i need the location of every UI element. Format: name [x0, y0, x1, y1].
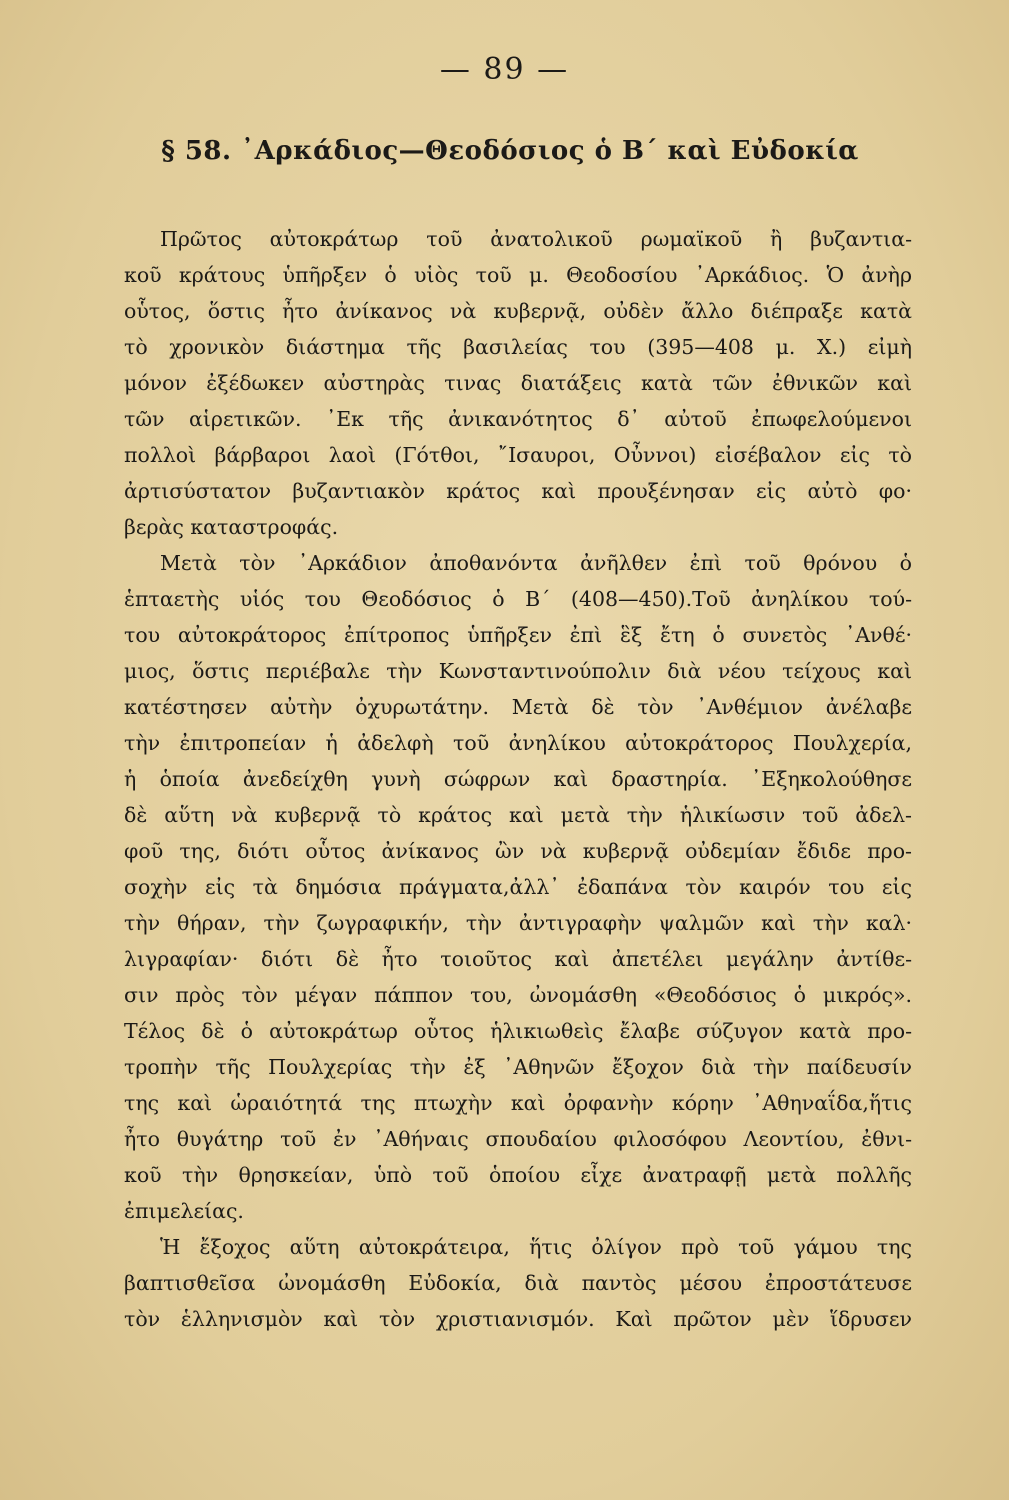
text-line: του αὐτοκράτορος ἐπίτροπος ὑπῆρξεν ἐπὶ ἓξ ἔτη ὁ συνετὸς ᾿Ανθέ·	[124, 623, 912, 647]
text-line: Τέλος δὲ ὁ αὐτοκράτωρ οὗτος ἡλικιωθεὶς ἔλαβε σύζυγον κατὰ προ-	[124, 1019, 912, 1043]
text-line: ἐπιμελείας.	[124, 1199, 244, 1223]
text-line: κατέστησεν αὐτὴν ὀχυρωτάτην. Μετὰ δὲ τὸν ᾿Ανθέμιον ἀνέλαβε	[124, 695, 912, 719]
text-line: τὴν ἐπιτροπείαν ἡ ἀδελφὴ τοῦ ἀνηλίκου αὐτοκράτορος Πουλχερία,	[124, 731, 912, 755]
text-line: οὗτος, ὅστις ἦτο ἀνίκανος νὰ κυβερνᾷ, οὐδὲν ἄλλο διέπραξε κατὰ	[124, 299, 912, 323]
text-line: πολλοὶ βάρβαροι λαοὶ (Γότθοι, ῎Ισαυροι, Οὖννοι) εἰσέβαλον εἰς τὸ	[124, 443, 912, 467]
text-line: ἑπταετὴς υἱός του Θεοδόσιος ὁ Β΄ (408—450).Τοῦ ἀνηλίκου τού-	[124, 587, 912, 611]
text-line: τῶν αἱρετικῶν. ᾿Εκ τῆς ἀνικανότητος δ᾿ αὐτοῦ ἐπωφελούμενοι	[124, 407, 912, 431]
page-number: — 89 —	[439, 52, 570, 87]
text-line: τὸν ἑλληνισμὸν καὶ τὸν χριστιανισμόν. Καὶ πρῶτον μὲν ἵδρυσεν	[124, 1307, 912, 1331]
text-line: Μετὰ τὸν ᾿Αρκάδιον ἀποθανόντα ἀνῆλθεν ἐπὶ τοῦ θρόνου ὁ	[160, 551, 912, 575]
text-line: σοχὴν εἰς τὰ δημόσια πράγματα,ἀλλ᾿ ἐδαπάνα τὸν καιρόν του εἰς	[124, 875, 912, 899]
text-line: ἡ ὁποία ἀνεδείχθη γυνὴ σώφρων καὶ δραστηρία. ᾿Εξηκολούθησε	[124, 767, 912, 791]
text-line: τροπὴν τῆς Πουλχερίας τὴν ἐξ ᾿Αθηνῶν ἔξοχον διὰ τὴν παίδευσίν	[124, 1055, 912, 1079]
text-line: Ἡ ἔξοχος αὕτη αὐτοκράτειρα, ἥτις ὀλίγον πρὸ τοῦ γάμου της	[160, 1235, 912, 1259]
text-line: δὲ αὕτη νὰ κυβερνᾷ τὸ κράτος καὶ μετὰ τὴν ἡλικίωσιν τοῦ ἀδελ-	[124, 803, 912, 827]
text-line: σιν πρὸς τὸν μέγαν πάππον του, ὠνομάσθη «Θεοδόσιος ὁ μικρός».	[124, 983, 912, 1007]
text-line: βαπτισθεῖσα ὠνομάσθη Εὐδοκία, διὰ παντὸς μέσου ἐπροστάτευσε	[124, 1271, 912, 1295]
text-line: ἦτο θυγάτηρ τοῦ ἐν ᾿Αθήναις σπουδαίου φιλοσόφου Λεοντίου, ἐθνι-	[124, 1127, 912, 1151]
text-line: της καὶ ὡραιότητά της πτωχὴν καὶ ὀρφανὴν κόρην ᾿Αθηναΐδα,ἥτις	[124, 1091, 912, 1115]
text-line: τὴν θήραν, τὴν ζωγραφικήν, τὴν ἀντιγραφὴν ψαλμῶν καὶ τὴν καλ·	[124, 911, 912, 935]
text-line: μιος, ὅστις περιέβαλε τὴν Κωνσταντινούπολιν διὰ νέου τείχους καὶ	[124, 659, 912, 683]
text-line: βερὰς καταστροφάς.	[124, 515, 339, 539]
text-line: λιγραφίαν· διότι δὲ ἦτο τοιοῦτος καὶ ἀπετέλει μεγάλην ἀντίθε-	[124, 947, 912, 971]
section-heading: § 58. ᾿Αρκάδιος—Θεοδόσιος ὁ Β΄ καὶ Εὐδοκία	[161, 136, 859, 166]
text-line: Πρῶτος αὐτοκράτωρ τοῦ ἀνατολικοῦ ρωμαϊκοῦ ἢ βυζαντια-	[160, 227, 912, 251]
text-line: μόνον ἐξέδωκεν αὐστηρὰς τινας διατάξεις κατὰ τῶν ἐθνικῶν καὶ	[124, 371, 912, 395]
text-line: κοῦ κράτους ὑπῆρξεν ὁ υἱὸς τοῦ μ. Θεοδοσίου ᾿Αρκάδιος. Ὁ ἀνὴρ	[124, 263, 912, 287]
text-line: κοῦ τὴν θρησκείαν, ὑπὸ τοῦ ὁποίου εἶχε ἀνατραφῇ μετὰ πολλῆς	[124, 1163, 912, 1187]
text-line: ἀρτισύστατον βυζαντιακὸν κράτος καὶ προυξένησαν εἰς αὐτὸ φο·	[124, 479, 912, 503]
text-line: τὸ χρονικὸν διάστημα τῆς βασιλείας του (395—408 μ. Χ.) εἰμὴ	[124, 335, 912, 359]
text-line: φοῦ της, διότι οὗτος ἀνίκανος ὢν νὰ κυβερνᾷ οὐδεμίαν ἔδιδε προ-	[124, 839, 912, 863]
